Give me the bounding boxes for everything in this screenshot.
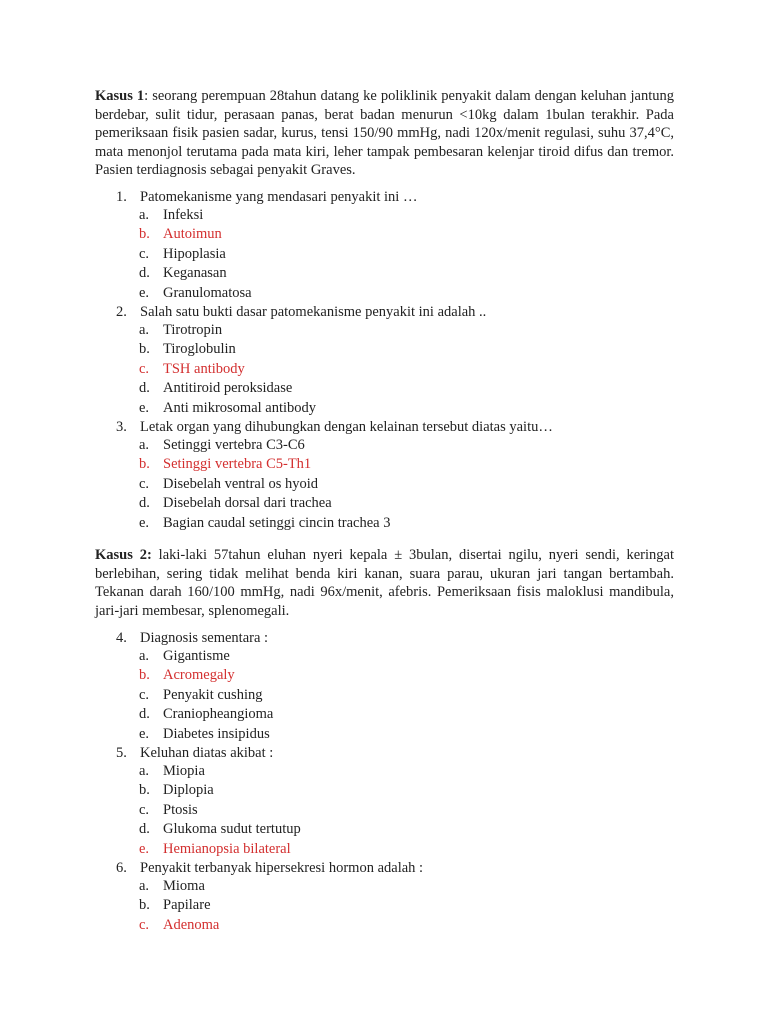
- option: [139, 514, 390, 533]
- question-number: 1.: [116, 189, 127, 205]
- case-2-text: laki-laki 57tahun eluhan nyeri kepala ± 3bulan, disertai ngilu, nyeri sendi, keringat berlebihan, sering tidak melihat benda kiri kanan, suara parau, ukuran jari tangan bertambah. Tekanan darah 160/100 mmHg, nadi 96x/menit, afebris. Pemeriksaan fisis maloklusi mandibula, jari-jari membesar, splenomegali.: [95, 547, 674, 619]
- option: [139, 284, 252, 303]
- option-text: Hipoplasia: [163, 245, 226, 262]
- case-1-text: : seorang perempuan 28tahun datang ke poliklinik penyakit dalam dengan keluhan jantung berdebar, sulit tidur, perasaan panas, berat badan menurun <10kg dalam 1bulan terakhir. Pada pemeriksaan fisik pasien sadar, kurus, tensi 150/90 mmHg, nadi 120x/menit regulasi, suhu 37,4°C, mata menonjol terutama pada mata kiri, leher tampak pembesaran kelenjar tiroid difus dan tremor. Pasien terdiagnosis sebagai penyakit Graves.: [95, 88, 674, 178]
- question-text: Letak organ yang dihubungkan dengan kelainan tersebut diatas yaitu…: [140, 419, 553, 435]
- option-letter: d.: [139, 380, 150, 397]
- option: [139, 686, 273, 705]
- option: [139, 245, 252, 264]
- option-letter: a.: [139, 648, 150, 664]
- option-text: TSH antibody: [163, 360, 245, 377]
- option-letter: a.: [139, 878, 150, 894]
- option-letter: b.: [139, 341, 150, 358]
- option-letter: b.: [139, 456, 150, 473]
- question-number: 6.: [116, 860, 127, 876]
- question-text: Diagnosis sementara :: [140, 630, 269, 646]
- option-letter: b.: [139, 897, 150, 914]
- option: [139, 494, 390, 513]
- option-text: Bagian caudal setinggi cincin trachea 3: [163, 514, 391, 531]
- option-letter: e.: [139, 284, 150, 301]
- question-6-options: [139, 877, 219, 935]
- option-text: Acromegaly: [163, 667, 235, 684]
- case-2-label: Kasus 2:: [95, 547, 152, 563]
- option-text: Granulomatosa: [163, 284, 252, 301]
- option-text: Penyakit cushing: [163, 686, 263, 703]
- option-letter: d.: [139, 821, 150, 838]
- option-text: Craniopheangioma: [163, 706, 274, 723]
- option-text: Tiroglobulin: [163, 341, 236, 358]
- option-text: Diplopia: [163, 782, 214, 799]
- question-2: [116, 303, 486, 322]
- option-correct: [139, 666, 273, 685]
- option-letter: d.: [139, 706, 150, 723]
- option-text: Papilare: [163, 897, 211, 914]
- question-4: [116, 629, 268, 648]
- option-text: Mioma: [163, 878, 205, 894]
- question-5-options: [139, 762, 301, 859]
- case-1-label: Kasus 1: [95, 88, 145, 104]
- option: [139, 340, 316, 359]
- option: [139, 379, 316, 398]
- option: [139, 705, 273, 724]
- option-letter: e.: [139, 840, 150, 857]
- option: [139, 801, 301, 820]
- option-letter: c.: [139, 686, 150, 703]
- case-1-paragraph: [95, 87, 674, 180]
- option: [139, 762, 301, 781]
- question-number: 3.: [116, 419, 127, 435]
- case-2-paragraph: [95, 546, 674, 620]
- option-letter: a.: [139, 207, 150, 223]
- question-1-options: [139, 206, 252, 303]
- option: [139, 725, 273, 744]
- option-letter: a.: [139, 437, 150, 453]
- option-text: Ptosis: [163, 801, 198, 818]
- option-correct: [139, 916, 219, 935]
- option-letter: a.: [139, 763, 150, 779]
- option-letter: d.: [139, 495, 150, 512]
- option-text: Infeksi: [163, 207, 204, 223]
- question-text: Salah satu bukti dasar patomekanisme penyakit ini adalah ..: [140, 304, 487, 320]
- question-text: Penyakit terbanyak hipersekresi hormon adalah :: [140, 860, 424, 876]
- question-3: [116, 418, 553, 437]
- question-4-options: [139, 647, 273, 744]
- option-letter: c.: [139, 245, 150, 262]
- option-text: Setinggi vertebra C5-Th1: [163, 456, 312, 473]
- option-letter: d.: [139, 265, 150, 282]
- question-5: [116, 744, 273, 763]
- option-text: Diabetes insipidus: [163, 725, 270, 742]
- option: [139, 781, 301, 800]
- option-text: Keganasan: [163, 265, 227, 282]
- option-text: Glukoma sudut tertutup: [163, 821, 301, 838]
- option: [139, 321, 316, 340]
- option-text: Tirotropin: [163, 322, 223, 338]
- option-letter: e.: [139, 725, 150, 742]
- option-letter: a.: [139, 322, 150, 338]
- option-letter: b.: [139, 667, 150, 684]
- option-text: Anti mikrosomal antibody: [163, 399, 317, 416]
- question-1: [116, 188, 417, 207]
- option-text: Hemianopsia bilateral: [163, 840, 291, 857]
- question-text: Keluhan diatas akibat :: [140, 745, 274, 761]
- option-text: Autoimun: [163, 226, 222, 243]
- option-letter: c.: [139, 916, 150, 933]
- option-text: Disebelah dorsal dari trachea: [163, 495, 332, 512]
- option-text: Gigantisme: [163, 648, 230, 664]
- option-correct: [139, 455, 390, 474]
- question-number: 2.: [116, 304, 127, 320]
- option-correct: [139, 840, 301, 859]
- option-text: Miopia: [163, 763, 205, 779]
- option: [139, 436, 390, 455]
- question-number: 5.: [116, 745, 127, 761]
- option: [139, 877, 219, 896]
- option: [139, 475, 390, 494]
- question-2-options: [139, 321, 316, 418]
- option-letter: c.: [139, 801, 150, 818]
- option: [139, 206, 252, 225]
- question-6: [116, 859, 423, 878]
- option-letter: c.: [139, 360, 150, 377]
- option: [139, 647, 273, 666]
- option-letter: e.: [139, 514, 150, 531]
- option-correct: [139, 360, 316, 379]
- option-text: Setinggi vertebra C3-C6: [163, 437, 305, 453]
- question-number: 4.: [116, 630, 127, 646]
- option-correct: [139, 225, 252, 244]
- option-letter: b.: [139, 226, 150, 243]
- question-text: Patomekanisme yang mendasari penyakit ini …: [140, 189, 418, 205]
- option-text: Disebelah ventral os hyoid: [163, 475, 319, 492]
- option-letter: b.: [139, 782, 150, 799]
- question-3-options: [139, 436, 390, 533]
- option-text: Antitiroid peroksidase: [163, 380, 293, 397]
- option: [139, 399, 316, 418]
- option-text: Adenoma: [163, 916, 220, 933]
- option: [139, 896, 219, 915]
- option: [139, 820, 301, 839]
- option: [139, 264, 252, 283]
- option-letter: e.: [139, 399, 150, 416]
- option-letter: c.: [139, 475, 150, 492]
